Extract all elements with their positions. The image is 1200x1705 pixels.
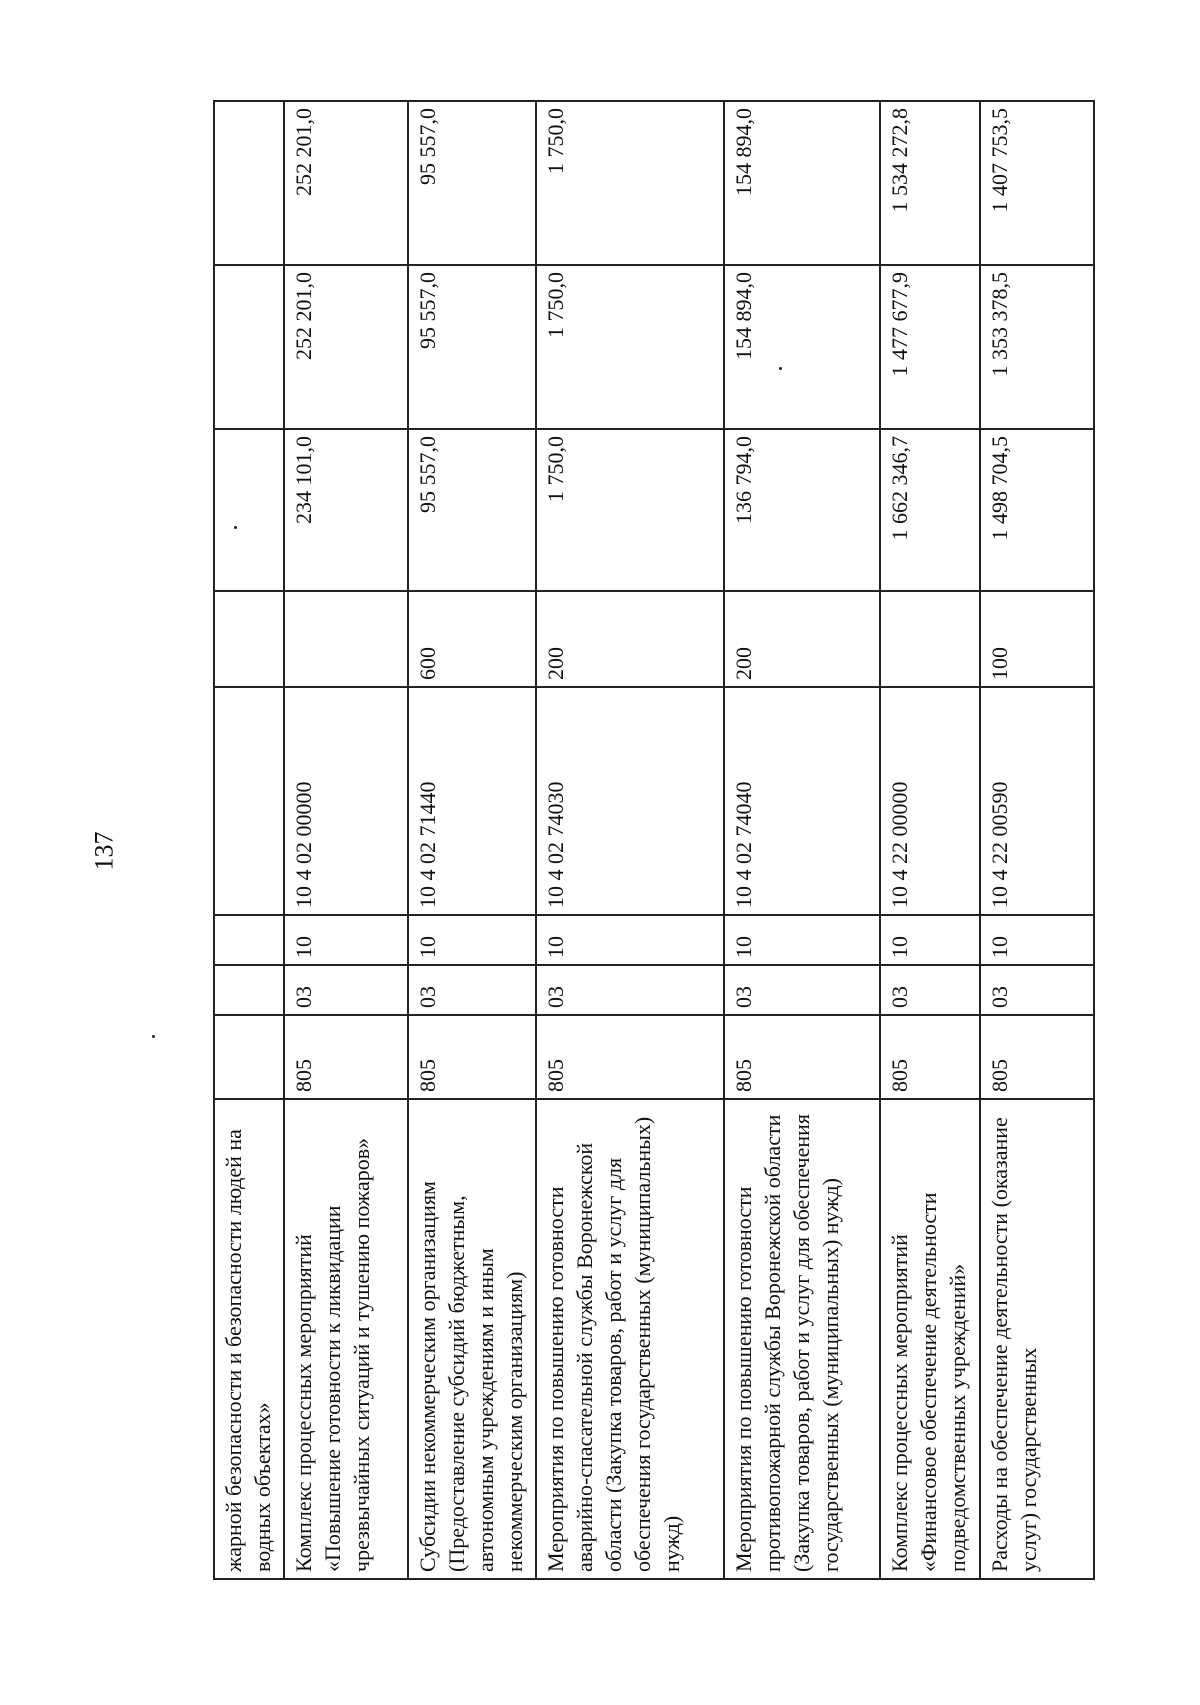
cell-pr: 10 bbox=[284, 915, 408, 965]
cell-vr: 200 bbox=[536, 591, 724, 687]
page-number: 137 bbox=[89, 831, 119, 871]
cell-sum-3: 1 750,0 bbox=[536, 101, 724, 265]
cell-description: Расходы на обеспечение деятельности (оказание услуг) государственных bbox=[980, 1099, 1094, 1579]
cell-csr: 10 4 02 74040 bbox=[724, 687, 880, 915]
table-row bbox=[284, 101, 408, 1579]
table-row bbox=[214, 101, 284, 1579]
cell-sum-1: 1 662 346,7 bbox=[880, 429, 980, 591]
cell-csr: 10 4 22 00000 bbox=[880, 687, 980, 915]
cell-sum-1: 95 557,0 bbox=[408, 429, 536, 591]
cell-pr: 10 bbox=[724, 915, 880, 965]
cell-csr: 10 4 02 74030 bbox=[536, 687, 724, 915]
cell-csr: 10 4 02 00000 bbox=[284, 687, 408, 915]
cell-pr: 10 bbox=[980, 915, 1094, 965]
table-row bbox=[724, 101, 880, 1579]
cell-sum-2: 252 201,0 bbox=[284, 265, 408, 429]
cell-rz: 03 bbox=[980, 965, 1094, 1015]
table-row bbox=[408, 101, 536, 1579]
cell-grbs: 805 bbox=[724, 1015, 880, 1099]
budget-table bbox=[213, 100, 1095, 1580]
cell-sum-2: 1 477 677,9 bbox=[880, 265, 980, 429]
cell-sum-3 bbox=[214, 101, 284, 265]
cell-description: Комплекс процессных мероприятий «Повышение готовности к ликвидации чрезвычайных ситуаций и тушению пожаров» bbox=[284, 1099, 408, 1579]
cell-csr: 10 4 02 71440 bbox=[408, 687, 536, 915]
cell-sum-1 bbox=[214, 429, 284, 591]
cell-grbs: 805 bbox=[980, 1015, 1094, 1099]
cell-sum-2: 95 557,0 bbox=[408, 265, 536, 429]
cell-sum-1: 1 498 704,5 bbox=[980, 429, 1094, 591]
cell-pr: 10 bbox=[408, 915, 536, 965]
cell-pr bbox=[214, 915, 284, 965]
cell-sum-3: 252 201,0 bbox=[284, 101, 408, 265]
cell-sum-2: 1 750,0 bbox=[536, 265, 724, 429]
cell-grbs: 805 bbox=[536, 1015, 724, 1099]
table-row bbox=[536, 101, 724, 1579]
cell-csr bbox=[214, 687, 284, 915]
table-row bbox=[980, 101, 1094, 1579]
cell-description: Комплекс процессных мероприятий «Финансовое обеспечение деятельности подведомственных учреждений» bbox=[880, 1099, 980, 1579]
cell-rz: 03 bbox=[284, 965, 408, 1015]
cell-grbs: 805 bbox=[880, 1015, 980, 1099]
cell-description: Мероприятия по повышению готовности противопожарной службы Воронежской области (Закупка товаров, работ и услуг для обеспечения государственных (муниципальных) нужд) bbox=[724, 1099, 880, 1579]
cell-rz: 03 bbox=[536, 965, 724, 1015]
rotated-table-container bbox=[213, 102, 1093, 1580]
cell-sum-3: 1 534 272,8 bbox=[880, 101, 980, 265]
cell-sum-1: 136 794,0 bbox=[724, 429, 880, 591]
cell-rz: 03 bbox=[724, 965, 880, 1015]
cell-vr: 100 bbox=[980, 591, 1094, 687]
cell-sum-1: 1 750,0 bbox=[536, 429, 724, 591]
cell-pr: 10 bbox=[880, 915, 980, 965]
scan-speck bbox=[152, 1035, 155, 1038]
cell-vr bbox=[880, 591, 980, 687]
cell-sum-1: 234 101,0 bbox=[284, 429, 408, 591]
cell-grbs: 805 bbox=[284, 1015, 408, 1099]
cell-sum-3: 95 557,0 bbox=[408, 101, 536, 265]
cell-csr: 10 4 22 00590 bbox=[980, 687, 1094, 915]
cell-sum-2: 1 353 378,5 bbox=[980, 265, 1094, 429]
cell-rz: 03 bbox=[880, 965, 980, 1015]
cell-sum-3: 1 407 753,5 bbox=[980, 101, 1094, 265]
table-row bbox=[880, 101, 980, 1579]
cell-vr bbox=[214, 591, 284, 687]
cell-rz bbox=[214, 965, 284, 1015]
cell-vr: 200 bbox=[724, 591, 880, 687]
cell-description: Мероприятия по повышению готовности аварийно-спасательной службы Воронежской области (Закупка товаров, работ и услуг для обеспечения государственных (муниципальных) нужд) bbox=[536, 1099, 724, 1579]
cell-pr: 10 bbox=[536, 915, 724, 965]
cell-grbs bbox=[214, 1015, 284, 1099]
cell-sum-2: 154 894,0 bbox=[724, 265, 880, 429]
cell-description: Субсидии некоммерческим организациям (Предоставление субсидий бюджетным, автономным учреждениям и иным некоммерческим организациям) bbox=[408, 1099, 536, 1579]
cell-vr: 600 bbox=[408, 591, 536, 687]
cell-grbs: 805 bbox=[408, 1015, 536, 1099]
cell-sum-2 bbox=[214, 265, 284, 429]
cell-description: жарной безопасности и безопасности людей на водных объектах» bbox=[214, 1099, 284, 1579]
cell-rz: 03 bbox=[408, 965, 536, 1015]
cell-sum-3: 154 894,0 bbox=[724, 101, 880, 265]
cell-vr bbox=[284, 591, 408, 687]
